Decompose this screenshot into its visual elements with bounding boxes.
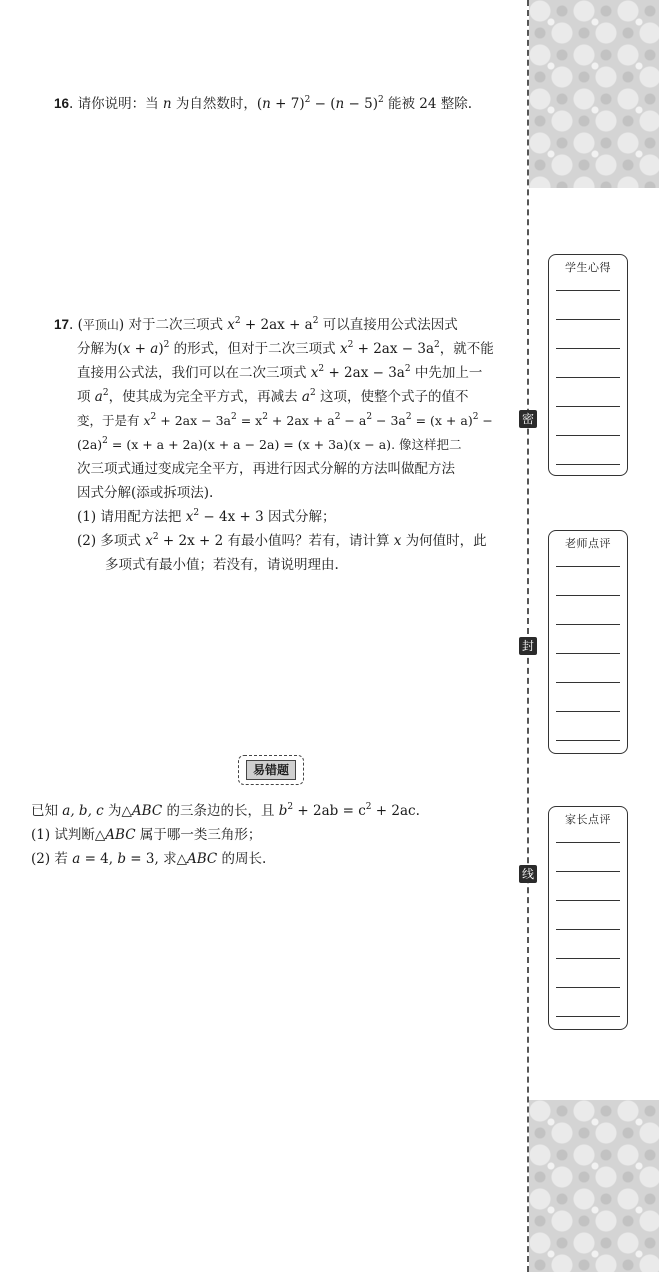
decorative-pattern-top [529, 0, 659, 188]
parent-comments-title: 家长点评 [565, 813, 611, 826]
question-16: 16. 请你说明：当 n 为自然数时，$(n + 7)^2 - (n - 5)^2$ 能被 24 整除. [54, 95, 473, 112]
q17-line-3: 直接用公式法，我们可以在二次三项式 $x^2 + 2ax - 3a^2$ 中先加上一 [77, 364, 483, 381]
q17-line-2: 分解为$(x + a)^2$ 的形式，但对于二次三项式 $x^2 + 2ax - 3a^2$，就不能 [77, 340, 494, 357]
seal-mi: 密 [519, 410, 537, 428]
writing-line [556, 900, 620, 901]
q17-line-8: 因式分解(添或拆项法). [77, 485, 214, 501]
q17-line-1: 17. (平顶山) 对于二次三项式 $x^2 + 2ax + a^2$ 可以直接用公式法因式 [54, 316, 458, 333]
writing-line [556, 319, 620, 320]
writing-line [556, 624, 620, 625]
writing-line [556, 595, 620, 596]
q17-line-5: 变，于是有 $x^2 + 2ax - 3a^2 = x^2 + 2ax + a^2 - a^2 - 3a^2 = (x + a)^2$ − [77, 412, 493, 428]
writing-line [556, 740, 620, 741]
extra-part-1: (1) 试判断△ABC 属于哪一类三角形； [31, 827, 262, 843]
q17-line-7: 次三项式通过变成完全平方，再进行因式分解的方法叫做配方法 [77, 461, 455, 477]
cut-line [527, 0, 529, 1272]
q17-part-2: (2) 多项式 $x^2 + 2x + 2$ 有最小值吗？若有，请计算 x 为何值时，此 [77, 532, 487, 549]
seal-feng: 封 [519, 637, 537, 655]
writing-line [556, 1016, 620, 1017]
q17-line-4: 项 $a^2$，使其成为完全平方式，再减去 $a^2$ 这项，使整个式子的值不 [77, 388, 469, 405]
writing-line [556, 958, 620, 959]
writing-line [556, 377, 620, 378]
writing-line [556, 435, 620, 436]
writing-line [556, 871, 620, 872]
writing-line [556, 653, 620, 654]
teacher-comments-box [548, 530, 628, 754]
extra-line-1: 已知 a, b, c 为△ABC 的三条边的长，且 $b^2 + 2ab = c^2 + 2ac$. [31, 802, 420, 819]
student-notes-box [548, 254, 628, 476]
extra-part-2: (2) 若 a = 4, b = 3, 求△ABC 的周长. [31, 851, 267, 867]
question-number: 17 [54, 317, 70, 332]
q17-part-2-cont: 多项式有最小值；若没有，请说明理由. [105, 557, 339, 573]
writing-line [556, 566, 620, 567]
question-number: 16 [54, 96, 70, 111]
writing-line [556, 406, 620, 407]
writing-line [556, 682, 620, 683]
writing-line [556, 711, 620, 712]
teacher-comments-title: 老师点评 [565, 537, 611, 550]
tag-label: 易错题 [246, 760, 296, 780]
writing-line [556, 290, 620, 291]
student-notes-title: 学生心得 [565, 261, 611, 274]
q17-part-1: (1) 请用配方法把 $x^2 - 4x + 3$ 因式分解； [77, 508, 336, 525]
source-label: 平顶山 [82, 318, 119, 332]
decorative-pattern-bottom [529, 1100, 659, 1272]
writing-line [556, 987, 620, 988]
seal-xian: 线 [519, 865, 537, 883]
parent-comments-box [548, 806, 628, 1030]
writing-line [556, 348, 620, 349]
writing-line [556, 842, 620, 843]
q17-line-6: $(2a)^2 = (x + a + 2a)(x + a - 2a) = (x + 3a)(x - a)$. 像这样把二 [77, 436, 462, 452]
writing-line [556, 929, 620, 930]
error-prone-tag [238, 755, 304, 785]
writing-line [556, 464, 620, 465]
